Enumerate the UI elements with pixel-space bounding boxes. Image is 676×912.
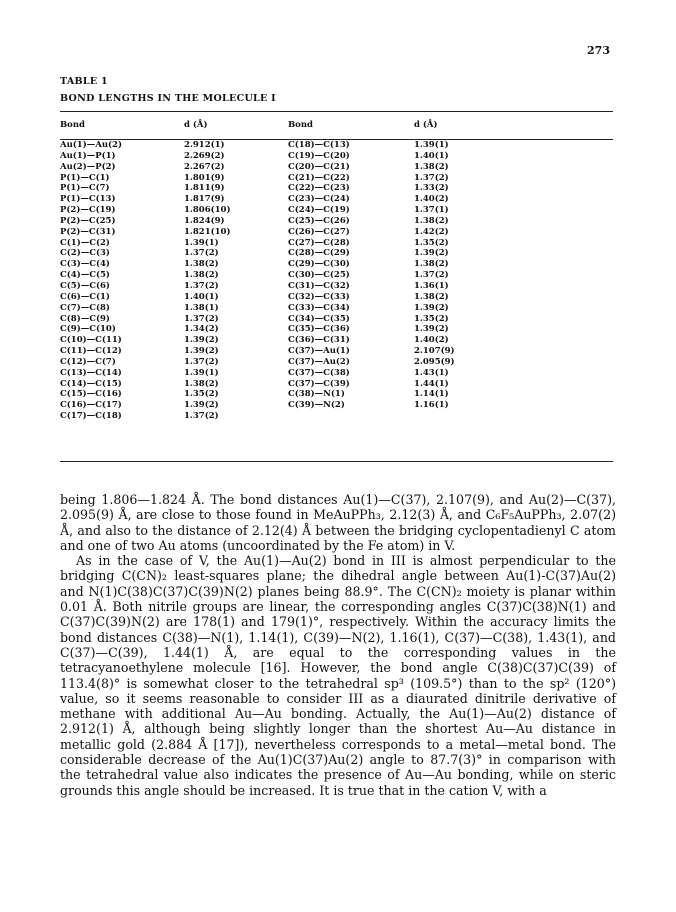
bond-lengths-table bbox=[60, 114, 613, 422]
body-text bbox=[60, 492, 616, 798]
bond-cell: P(2)—C(19) bbox=[60, 205, 116, 216]
distance-cell: 1.16(1) bbox=[414, 400, 449, 411]
distance-cell: 1.37(1) bbox=[414, 205, 449, 216]
bond-cell: C(6)—C(1) bbox=[60, 291, 110, 302]
table-subtitle: BOND LENGTHS IN THE MOLECULE I bbox=[60, 93, 276, 104]
bond-cell: C(26)—C(27) bbox=[288, 226, 350, 237]
bond-cell: C(30)—C(25) bbox=[288, 270, 350, 281]
table-row bbox=[60, 314, 613, 325]
paragraph: being 1.806—1.824 Å. The bond distances Au(1)—C(37), 2.107(9), and Au(2)—C(37), 2.095(9) Å, are close to those found in MeAuPPh₃, 2.12(3) Å, and C₆F₅AuPPh₃, 2.07(2) Å, and also to the distance of 2.12(4) Å between the bridging cyclopentadienyl C atom and one of two Au atoms (uncoordinated by the Fe atom) in V. bbox=[60, 492, 616, 553]
table-row bbox=[60, 227, 613, 238]
distance-cell: 1.817(9) bbox=[184, 194, 225, 205]
column-header-bond: Bond bbox=[60, 120, 85, 130]
distance-cell: 1.37(2) bbox=[184, 313, 219, 324]
page-number: 273 bbox=[587, 44, 610, 57]
distance-cell: 1.36(1) bbox=[414, 280, 449, 291]
table-row bbox=[60, 216, 613, 227]
bond-cell: C(11)—C(12) bbox=[60, 346, 122, 357]
bond-cell: C(31)—C(32) bbox=[288, 280, 350, 291]
bond-cell: C(37)—Au(2) bbox=[288, 356, 350, 367]
distance-cell: 1.43(1) bbox=[414, 367, 449, 378]
distance-cell: 1.39(1) bbox=[414, 140, 449, 150]
bond-cell: C(39)—N(2) bbox=[288, 400, 345, 411]
distance-cell: 2.107(9) bbox=[414, 346, 455, 357]
table-title: TABLE 1 bbox=[60, 76, 108, 87]
bond-cell: C(37)—Au(1) bbox=[288, 346, 350, 357]
table-row bbox=[60, 292, 613, 303]
table-row bbox=[60, 400, 613, 411]
distance-cell: 1.39(2) bbox=[414, 248, 449, 259]
bond-cell: C(37)—C(39) bbox=[288, 378, 350, 389]
column-header-bond: Bond bbox=[288, 120, 313, 130]
table-row bbox=[60, 173, 613, 184]
distance-cell: 1.37(2) bbox=[414, 172, 449, 183]
bond-cell: C(25)—C(26) bbox=[288, 215, 350, 226]
table-row bbox=[60, 162, 613, 173]
table-row bbox=[60, 183, 613, 194]
distance-cell: 1.37(2) bbox=[184, 280, 219, 291]
distance-cell: 1.39(2) bbox=[184, 400, 219, 411]
distance-cell: 2.095(9) bbox=[414, 356, 455, 367]
bond-cell: C(12)—C(7) bbox=[60, 356, 116, 367]
distance-cell: 1.39(1) bbox=[184, 237, 219, 248]
table-row bbox=[60, 324, 613, 335]
bond-cell: C(22)—C(23) bbox=[288, 183, 350, 194]
bond-cell: Au(1)—P(1) bbox=[60, 150, 116, 161]
bond-cell: C(27)—C(28) bbox=[288, 237, 350, 248]
distance-cell: 1.35(2) bbox=[414, 237, 449, 248]
table-row bbox=[60, 270, 613, 281]
table-row bbox=[60, 368, 613, 379]
distance-cell: 1.14(1) bbox=[414, 389, 449, 400]
bond-cell: C(10)—C(11) bbox=[60, 335, 122, 346]
table-row bbox=[60, 194, 613, 205]
table-body bbox=[60, 136, 613, 422]
bond-cell: C(37)—C(38) bbox=[288, 367, 350, 378]
bond-cell: C(20)—C(21) bbox=[288, 161, 350, 172]
distance-cell: 1.35(2) bbox=[414, 313, 449, 324]
distance-cell: 1.38(2) bbox=[184, 259, 219, 270]
distance-cell: 1.42(2) bbox=[414, 226, 449, 237]
bond-cell: P(1)—C(13) bbox=[60, 194, 116, 205]
distance-cell: 1.39(2) bbox=[184, 346, 219, 357]
distance-cell: 1.38(2) bbox=[414, 291, 449, 302]
distance-cell: 1.40(2) bbox=[414, 194, 449, 205]
distance-cell bbox=[414, 411, 613, 422]
distance-cell: 1.39(2) bbox=[414, 302, 449, 313]
distance-cell: 2.912(1) bbox=[184, 140, 225, 150]
table-header-row bbox=[60, 114, 613, 136]
table-row bbox=[60, 389, 613, 400]
table-top-rule bbox=[60, 111, 613, 112]
bond-cell: C(29)—C(30) bbox=[288, 259, 350, 270]
bond-cell: C(24)—C(19) bbox=[288, 205, 350, 216]
table-row bbox=[60, 346, 613, 357]
bond-cell: P(2)—C(25) bbox=[60, 215, 116, 226]
distance-cell: 1.37(2) bbox=[414, 270, 449, 281]
distance-cell: 2.267(2) bbox=[184, 161, 225, 172]
distance-cell: 1.39(2) bbox=[414, 324, 449, 335]
bond-cell: C(32)—C(33) bbox=[288, 291, 350, 302]
bond-cell: C(2)—C(3) bbox=[60, 248, 110, 259]
bond-cell: C(28)—C(29) bbox=[288, 248, 350, 259]
paragraph: As in the case of V, the Au(1)—Au(2) bond in III is almost perpendicular to the bridging C(CN)₂ least-squares plane; the dihedral angle between Au(1)-C(37)Au(2) and N(1)C(38)C(37)C(39)N(2) planes being 88.9°. The C(CN)₂ moiety is planar within 0.01 Å. Both nitrile groups are linear, the corresponding angles C(37)C(38)N(1) and C(37)C(39)N(2) are 178(1) and 179(1)°, respectively. Within the accuracy limits the bond distances C(38)—N(1), 1.14(1), C(39)—N(2), 1.16(1), C(37)—C(38), 1.43(1), and C(37)—C(39), 1.44(1) Å, are equal to the corresponding values in the tetracyanoethylene molecule [16]. However, the bond angle C(38)C(37)C(39) of 113.4(8)° is somewhat closer to the tetrahedral sp³ (109.5°) than to the sp² (120°) value, so it seems reasonable to consider III as a diaurated dinitrile derivative of methane with additional Au—Au bonding. Actually, the Au(1)—Au(2) distance of 2.912(1) Å, although being slightly longer than the shortest Au—Au distance in metallic gold (2.884 Å [17]), nevertheless corresponds to a metal—metal bond. The considerable decrease of the Au(1)C(37)Au(2) angle to 87.7(3)° in comparison with the tetrahedral value also indicates the presence of Au—Au bonding, while on steric grounds this angle should be increased. It is true that in the cation V, with a bbox=[60, 553, 616, 798]
distance-cell: 1.39(2) bbox=[184, 335, 219, 346]
column-header-distance: d (Å) bbox=[184, 120, 208, 130]
distance-cell: 1.38(2) bbox=[414, 215, 449, 226]
bond-cell: C(21)—C(22) bbox=[288, 172, 350, 183]
distance-cell: 1.44(1) bbox=[414, 378, 449, 389]
table-bottom-rule bbox=[60, 461, 613, 462]
table-row bbox=[60, 205, 613, 216]
bond-cell: C(34)—C(35) bbox=[288, 313, 350, 324]
table-row bbox=[60, 151, 613, 162]
bond-cell: C(9)—C(10) bbox=[60, 324, 116, 335]
distance-cell: 1.38(2) bbox=[184, 270, 219, 281]
bond-cell: C(33)—C(34) bbox=[288, 302, 350, 313]
bond-cell: C(13)—C(14) bbox=[60, 367, 122, 378]
bond-cell: C(1)—C(2) bbox=[60, 237, 110, 248]
distance-cell: 1.39(1) bbox=[184, 367, 219, 378]
bond-cell: C(38)—N(1) bbox=[288, 389, 345, 400]
bond-cell: C(3)—C(4) bbox=[60, 259, 110, 270]
table-row bbox=[60, 411, 613, 422]
distance-cell: 1.811(9) bbox=[184, 183, 225, 194]
bond-cell: P(2)—C(31) bbox=[60, 226, 116, 237]
table-row bbox=[60, 303, 613, 314]
distance-cell: 1.38(2) bbox=[414, 259, 449, 270]
bond-cell: C(8)—C(9) bbox=[60, 313, 110, 324]
distance-cell: 1.801(9) bbox=[184, 172, 225, 183]
bond-cell: C(35)—C(36) bbox=[288, 324, 350, 335]
bond-cell: C(5)—C(6) bbox=[60, 280, 110, 291]
distance-cell: 1.37(2) bbox=[184, 248, 219, 259]
bond-cell: C(19)—C(20) bbox=[288, 150, 350, 161]
bond-cell: C(16)—C(17) bbox=[60, 400, 122, 411]
distance-cell: 1.37(2) bbox=[184, 411, 219, 422]
bond-cell: C(23)—C(24) bbox=[288, 194, 350, 205]
bond-cell: C(4)—C(5) bbox=[60, 270, 110, 281]
table-row bbox=[60, 379, 613, 390]
table-row bbox=[60, 136, 613, 151]
distance-cell: 1.35(2) bbox=[184, 389, 219, 400]
distance-cell: 1.806(10) bbox=[184, 205, 231, 216]
bond-cell: C(14)—C(15) bbox=[60, 378, 122, 389]
table-row bbox=[60, 259, 613, 270]
bond-cell: C(15)—C(16) bbox=[60, 389, 122, 400]
bond-cell: P(1)—C(1) bbox=[60, 172, 110, 183]
bond-cell: C(17)—C(18) bbox=[60, 411, 122, 422]
table-row bbox=[60, 335, 613, 346]
bond-cell bbox=[288, 411, 414, 422]
distance-cell: 1.38(2) bbox=[414, 161, 449, 172]
bond-cell: C(18)—C(13) bbox=[288, 140, 350, 150]
distance-cell: 1.38(2) bbox=[184, 378, 219, 389]
table-row bbox=[60, 248, 613, 259]
table-row bbox=[60, 281, 613, 292]
distance-cell: 1.821(10) bbox=[184, 226, 231, 237]
distance-cell: 1.37(2) bbox=[184, 356, 219, 367]
table-row bbox=[60, 238, 613, 249]
bond-cell: Au(1)—Au(2) bbox=[60, 140, 122, 150]
bond-cell: C(36)—C(31) bbox=[288, 335, 350, 346]
distance-cell: 1.40(2) bbox=[414, 335, 449, 346]
distance-cell: 1.34(2) bbox=[184, 324, 219, 335]
bond-cell: Au(2)—P(2) bbox=[60, 161, 116, 172]
distance-cell: 2.269(2) bbox=[184, 150, 225, 161]
distance-cell: 1.38(1) bbox=[184, 302, 219, 313]
distance-cell: 1.40(1) bbox=[414, 150, 449, 161]
bond-cell: C(7)—C(8) bbox=[60, 302, 110, 313]
column-header-distance: d (Å) bbox=[414, 120, 438, 130]
bond-cell: P(1)—C(7) bbox=[60, 183, 110, 194]
distance-cell: 1.824(9) bbox=[184, 215, 225, 226]
distance-cell: 1.33(2) bbox=[414, 183, 449, 194]
table-row bbox=[60, 357, 613, 368]
distance-cell: 1.40(1) bbox=[184, 291, 219, 302]
